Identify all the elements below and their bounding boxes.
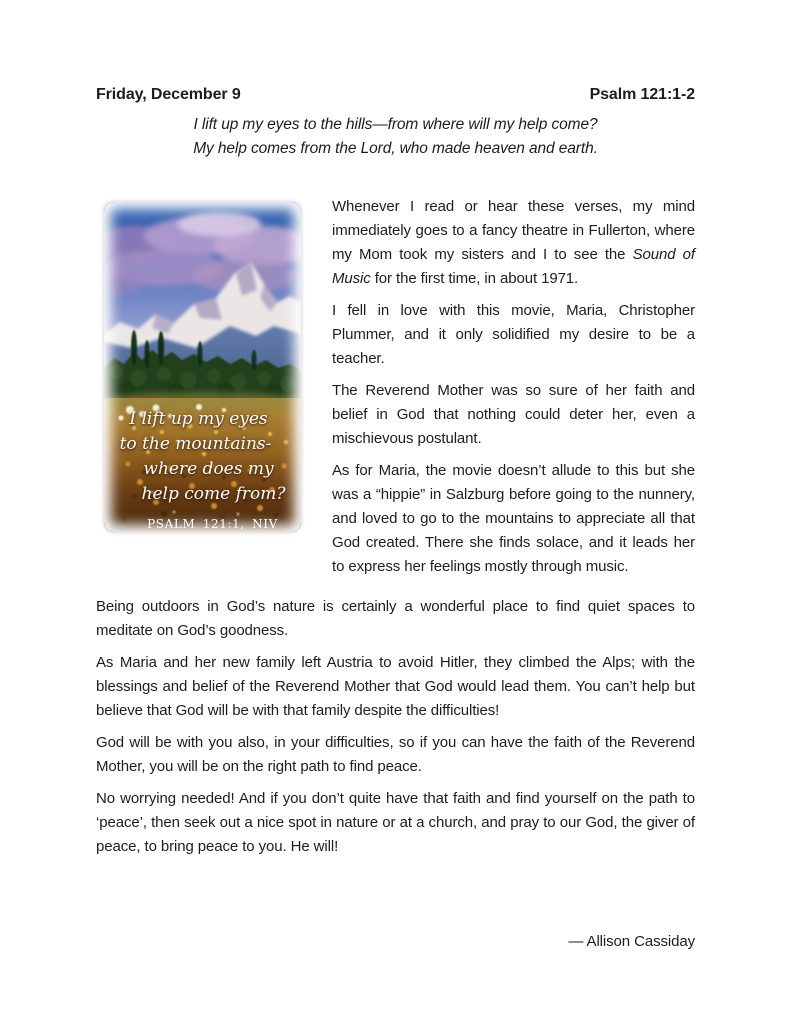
date-heading: Friday, December 9 <box>96 86 241 103</box>
paragraph-reverend-mother: The Reverend Mother was so sure of her faith and belief in God that nothing could deter her, even a mischievous postulant. <box>332 382 695 447</box>
overlay-line-2: to the mountains- <box>119 434 272 454</box>
author-signature: — Allison Cassiday <box>568 933 695 950</box>
verse-line-1: I lift up my eyes to the hills—from where will my help come? <box>193 116 598 133</box>
psalm-reference: Psalm 121:1-2 <box>589 86 695 103</box>
photo-overlay-quote <box>104 407 301 532</box>
paragraph-god-with-you: God will be with you also, in your difficulties, so if you can have the faith of the Reverend Mother, you will be on the right path to find peace. <box>96 734 695 775</box>
full-width-text <box>96 595 695 859</box>
paragraph-as-for-maria: As for Maria, the movie doesn’t allude to this but she was a “hippie” in Salzburg before going to the nunnery, and loved to go to the mountains to appreciate all that God created. There she finds solace, and it leads her to express her feelings mostly through music. <box>332 462 695 575</box>
p1-text-end: for the first time, in about 1971. <box>370 270 579 287</box>
photo-caption: PSALM 121:1, NIV <box>147 517 278 531</box>
paragraph-whenever <box>332 195 695 291</box>
verse-line-2: My help comes from the Lord, who made heaven and earth. <box>193 140 598 157</box>
verse-quote <box>96 113 695 161</box>
overlay-line-1: I lift up my eyes <box>129 409 268 429</box>
paragraph-left-austria: As Maria and her new family left Austria to avoid Hitler, they climbed the Alps; with the blessings and belief of the Reverend Mother that God would lead them. You can’t help but believe that God will be with that family despite the difficulties! <box>96 654 695 719</box>
p1-movie-title: Sound of Music <box>332 246 695 287</box>
paragraph-being-outdoors: Being outdoors in God’s nature is certainly a wonderful place to find quiet spaces to meditate on God’s goodness. <box>96 598 695 639</box>
page-header <box>96 86 695 104</box>
overlay-line-4: help come from? <box>141 484 286 504</box>
column-text <box>332 195 695 587</box>
p1-text: Whenever I read or hear these verses, my mind immediately goes to a fancy theatre in Fullerton, where my Mom took my sisters and I to see the <box>332 198 695 263</box>
main-section <box>96 195 695 587</box>
psalm-photo <box>104 202 301 532</box>
overlay-line-3: where does my <box>143 459 274 479</box>
paragraph-fell-in-love: I fell in love with this movie, Maria, Christopher Plummer, and it only solidified my desire to be a teacher. <box>332 302 695 367</box>
paragraph-no-worrying: No worrying needed! And if you don’t quite have that faith and find yourself on the path to ‘peace’, then seek out a nice spot in nature or at a church, and pray to our God, the giver of peace, to bring peace to you. He will! <box>96 790 695 855</box>
